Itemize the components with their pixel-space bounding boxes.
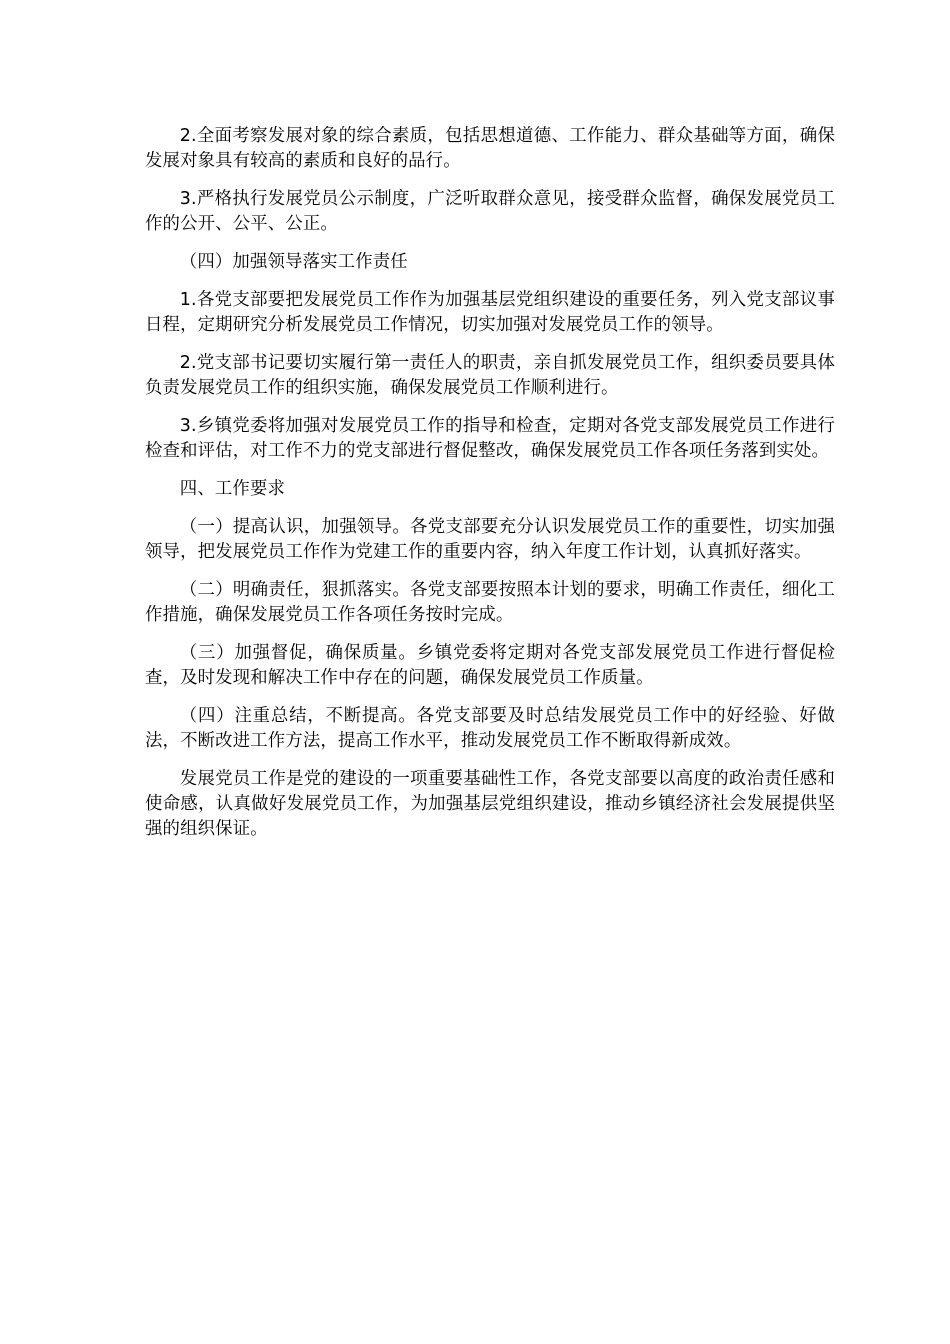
- paragraph-leadership-1: 1.各党支部要把发展党员工作作为加强基层党组织建设的重要任务，列入党支部议事日程，定期研究分析发展党员工作情况，切实加强对发展党员工作的领导。: [145, 290, 835, 335]
- section-heading-requirements: 四、工作要求: [179, 479, 286, 499]
- paragraph-leadership-2: 2.党支部书记要切实履行第一责任人的职责，亲自抓发展党员工作，组织委员要具体负责发展党员工作的组织实施，确保发展党员工作顺利进行。: [145, 353, 835, 398]
- paragraph-criteria-2: 2.全面考察发展对象的综合素质，包括思想道德、工作能力、群众基础等方面，确保发展对象具有较高的素质和良好的品行。: [145, 126, 835, 171]
- paragraph-leadership-3: 3.乡镇党委将加强对发展党员工作的指导和检查，定期对各党支部发展党员工作进行检查和评估，对工作不力的党支部进行督促整改，确保发展党员工作各项任务落到实处。: [145, 416, 835, 461]
- paragraph-criteria-3: 3.严格执行发展党员公示制度，广泛听取群众意见，接受群众监督，确保发展党员工作的公开、公平、公正。: [145, 189, 835, 234]
- paragraph-requirement-1: （一）提高认识，加强领导。各党支部要充分认识发展党员工作的重要性，切实加强领导，把发展党员工作作为党建工作的重要内容，纳入年度工作计划，认真抓好落实。: [145, 517, 835, 562]
- paragraph-conclusion: 发展党员工作是党的建设的一项重要基础性工作，各党支部要以高度的政治责任感和使命感，认真做好发展党员工作，为加强基层党组织建设，推动乡镇经济社会发展提供坚强的组织保证。: [145, 769, 835, 839]
- paragraph-requirement-3: （三）加强督促，确保质量。乡镇党委将定期对各党支部发展党员工作进行督促检查，及时发现和解决工作中存在的问题，确保发展党员工作质量。: [145, 643, 835, 688]
- paragraph-requirement-4: （四）注重总结，不断提高。各党支部要及时总结发展党员工作中的好经验、好做法，不断改进工作方法，提高工作水平，推动发展党员工作不断取得新成效。: [145, 706, 835, 751]
- section-heading-leadership: （四）加强领导落实工作责任: [179, 252, 408, 272]
- document-page: [145, 124, 835, 855]
- paragraph-requirement-2: （二）明确责任，狠抓落实。各党支部要按照本计划的要求，明确工作责任，细化工作措施，确保发展党员工作各项任务按时完成。: [145, 580, 835, 625]
